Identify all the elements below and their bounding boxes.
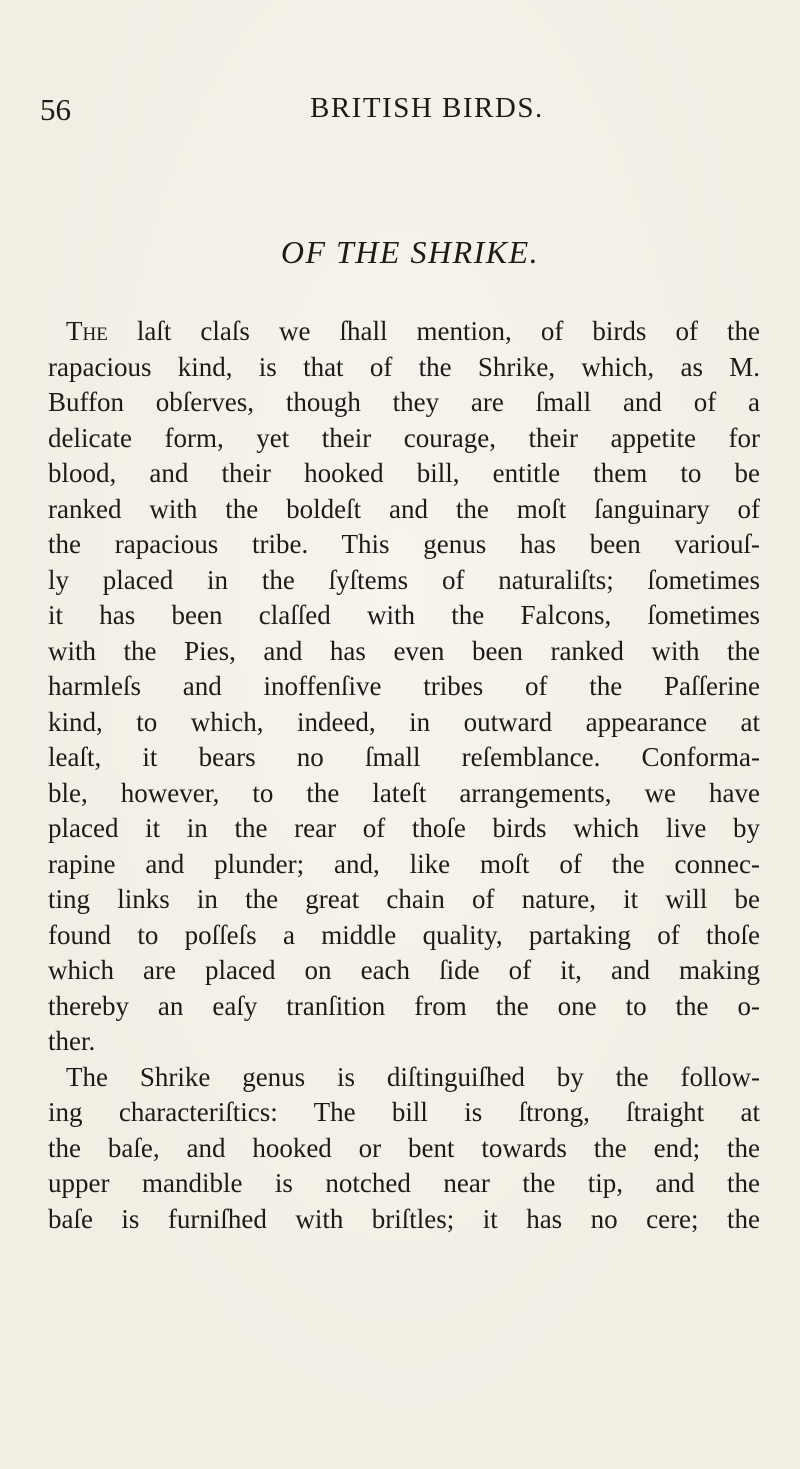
text-line: delicate form, yet their courage, their appetite for bbox=[48, 422, 760, 453]
text-line: ble, however, to the lateſt arrangements, we have bbox=[48, 777, 760, 808]
text-line: ther. bbox=[48, 1026, 96, 1056]
chapter-title: OF THE SHRIKE. bbox=[280, 234, 540, 270]
text-line: found to poſſeſs a middle quality, partaking of thoſe bbox=[48, 919, 760, 950]
text-line: the baſe, and hooked or bent towards the end; the bbox=[48, 1132, 760, 1163]
text-line: rapacious kind, is that of the Shrike, which, as M. bbox=[48, 351, 760, 382]
text-line: upper mandible is notched near the tip, and the bbox=[48, 1168, 760, 1198]
text-line: rapine and plunder; and, like moſt of the connec- bbox=[48, 848, 760, 879]
body-text bbox=[48, 314, 760, 1237]
text-line: ing characteriſtics: The bill is ſtrong, ſtraight at bbox=[48, 1097, 760, 1127]
text-line: kind, to which, indeed, in outward appearance at bbox=[48, 706, 760, 737]
running-head bbox=[0, 92, 800, 142]
running-title: BRITISH BIRDS. bbox=[310, 92, 544, 124]
text-line: ting links in the great chain of nature, it will be bbox=[48, 884, 760, 914]
text-line: placed it in the rear of thoſe birds which live by bbox=[48, 813, 760, 843]
text-line: The Shrike genus is diſtinguiſhed by the follow- bbox=[66, 1061, 760, 1092]
text-line: with the Pies, and has even been ranked with the bbox=[48, 635, 760, 666]
text-line: ly placed in the ſyſtems of naturaliſts; ſometimes bbox=[48, 564, 760, 595]
text-line: which are placed on each ſide of it, and making bbox=[48, 955, 760, 985]
text-line: The laſt claſs we ſhall mention, of birds of the bbox=[66, 316, 760, 346]
text-line: baſe is furniſhed with briſtles; it has no cere; the bbox=[48, 1203, 760, 1234]
text-line: blood, and their hooked bill, entitle them to be bbox=[48, 458, 760, 488]
text-line: Buffon obſerves, though they are ſmall and of a bbox=[48, 387, 760, 417]
text-line: it has been claſſed with the Falcons, ſometimes bbox=[48, 600, 760, 630]
text-line: ranked with the boldeſt and the moſt ſanguinary of bbox=[48, 493, 760, 524]
text-line: thereby an eaſy tranſition from the one to the o- bbox=[48, 990, 760, 1021]
text-line: leaſt, it bears no ſmall reſemblance. Conforma- bbox=[48, 742, 760, 772]
lead-in-small-caps: The bbox=[66, 316, 108, 346]
text-line: the rapacious tribe. This genus has been variouſ- bbox=[48, 529, 760, 559]
page-number: 56 bbox=[40, 92, 71, 127]
text-line: harmleſs and inoffenſive tribes of the Paſſerine bbox=[48, 671, 760, 701]
